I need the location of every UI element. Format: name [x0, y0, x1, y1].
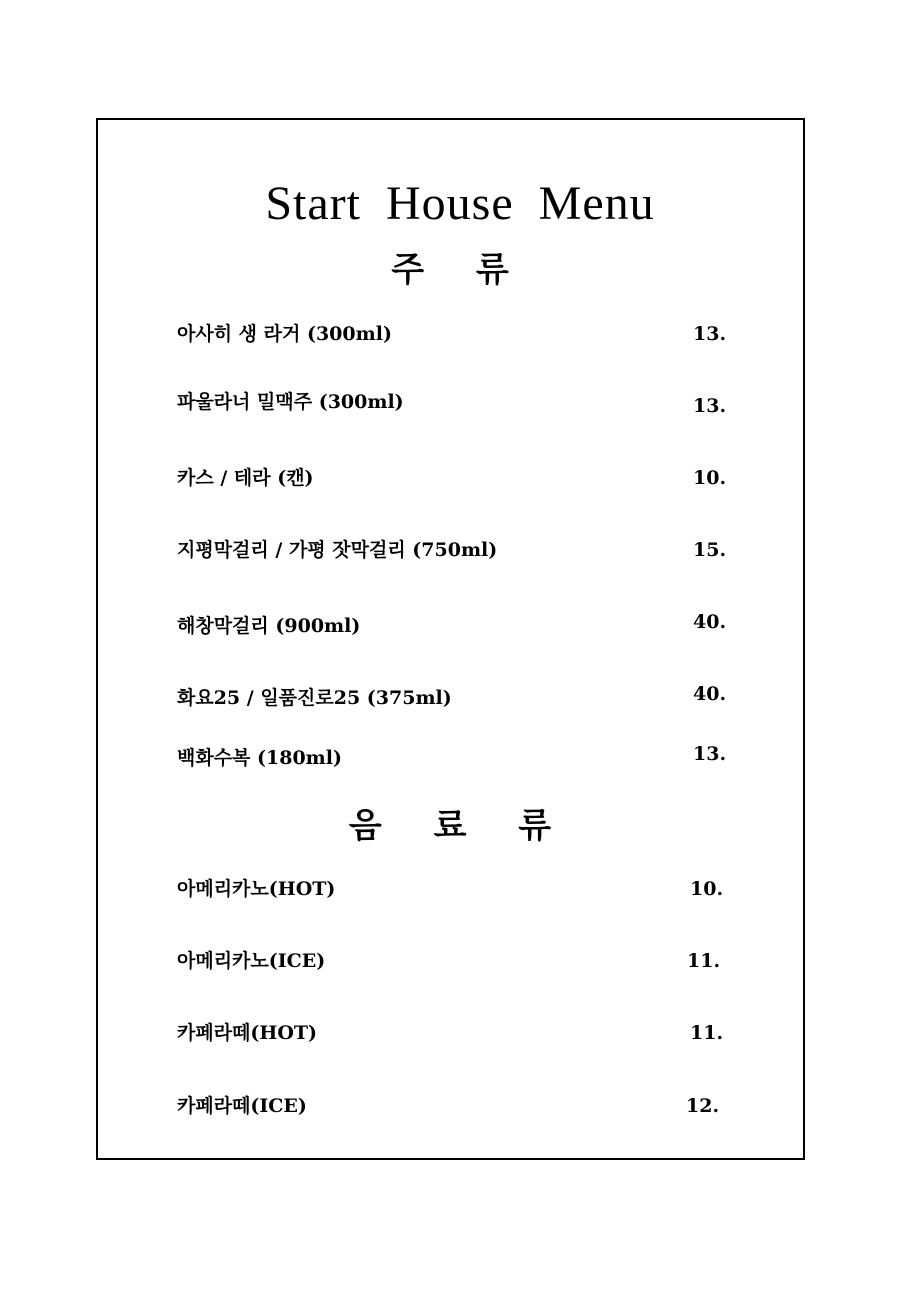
menu-item-name: 백화수복 (180ml) — [177, 747, 342, 769]
menu-item-name: 아사히 생 라거 (300ml) — [177, 323, 392, 345]
menu-item-name: 해창막걸리 (900ml) — [177, 615, 361, 637]
menu-item-name: 카페라떼(HOT) — [177, 1022, 318, 1044]
menu-item-price: 11. — [690, 1022, 724, 1044]
menu-item-price: 15. — [693, 539, 727, 561]
section-heading-liquor: 주 류 — [391, 250, 529, 290]
menu-item-price: 40. — [693, 683, 727, 705]
section-heading-beverages: 음 료 류 — [348, 806, 572, 846]
menu-item-name: 파울라너 밀맥주 (300ml) — [177, 391, 404, 413]
menu-item-name: 아메리카노(ICE) — [177, 950, 326, 972]
menu-item-name: 지평막걸리 / 가평 잣막걸리 (750ml) — [177, 539, 498, 561]
menu-item-name: 화요25 / 일품진로25 (375ml) — [177, 687, 452, 709]
menu-item-price: 12. — [686, 1095, 720, 1117]
menu-title: Start House Menu — [265, 177, 655, 230]
menu-item-name: 아메리카노(HOT) — [177, 878, 336, 900]
menu-item-price: 40. — [693, 611, 727, 633]
menu-item-name: 카페라떼(ICE) — [177, 1095, 307, 1117]
menu-item-price: 10. — [690, 878, 724, 900]
menu-item-price: 13. — [693, 395, 727, 417]
menu-item-name: 카스 / 테라 (캔) — [177, 467, 314, 489]
menu-item-price: 11. — [687, 950, 721, 972]
menu-item-price: 13. — [693, 323, 727, 345]
menu-item-price: 10. — [693, 467, 727, 489]
menu-item-price: 13. — [693, 743, 727, 765]
